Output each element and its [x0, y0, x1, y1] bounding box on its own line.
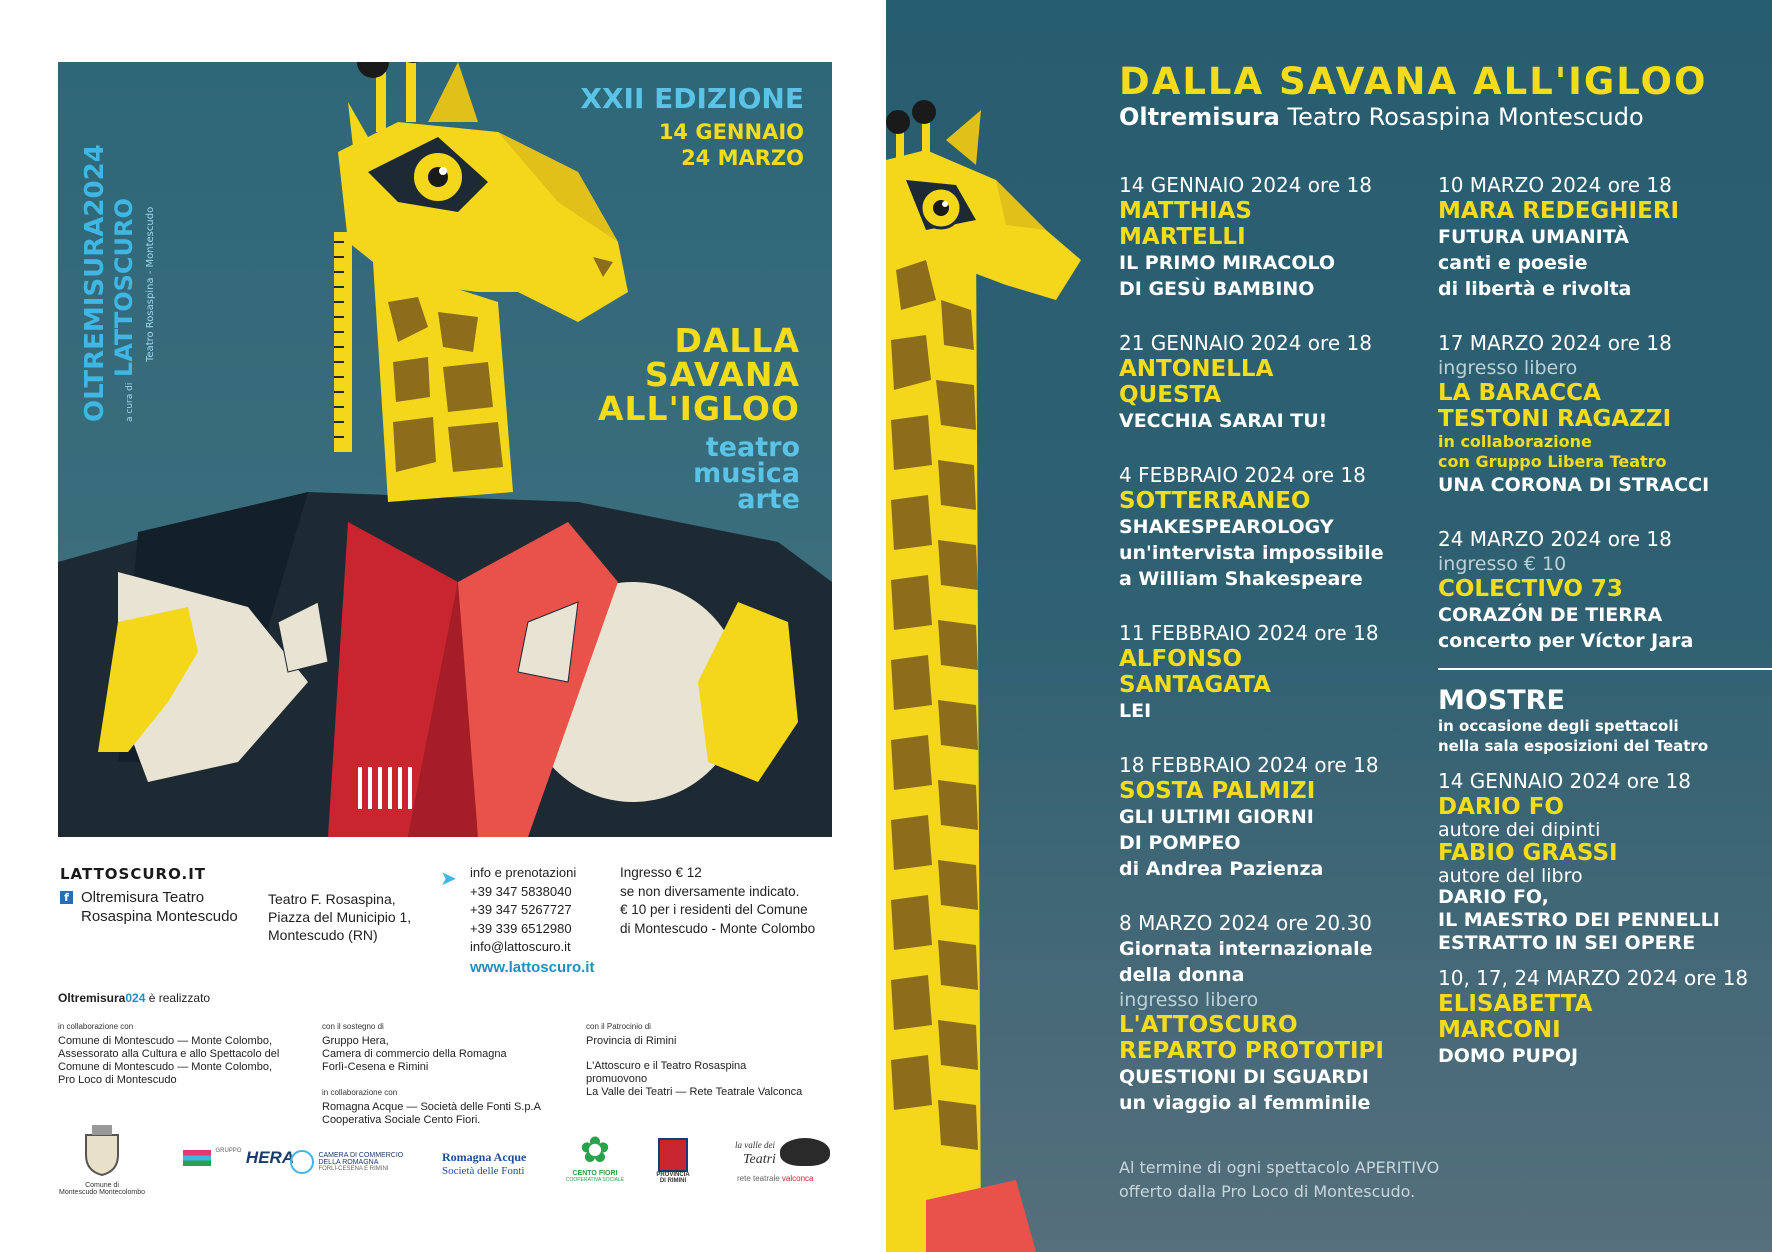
event-work: a William Shakespeare: [1119, 568, 1363, 590]
provincia-line-2: DI RIMINI: [659, 1178, 687, 1184]
support-label: con il sostegno di: [322, 1022, 384, 1031]
mostre-book: IL MAESTRO DEI PENNELLI: [1438, 909, 1720, 931]
collab-line-1: Comune di Montescudo — Monte Colombo,: [58, 1035, 272, 1047]
price-line-2: se non diversamente indicato.: [620, 883, 800, 899]
collab-credits: [58, 1020, 279, 1087]
event-questa: [1119, 330, 1419, 434]
event-santagata: [1119, 620, 1419, 724]
realized-year: 024: [125, 991, 146, 1005]
camera-line-1: CAMERA DI COMMERCIO: [318, 1152, 404, 1159]
phone-3[interactable]: +39 339 6512980: [470, 920, 572, 936]
address-line-2: Piazza del Municipio 1,: [268, 909, 412, 925]
poster-artwork: [58, 62, 832, 837]
mostre-book: DARIO FO,: [1438, 886, 1549, 908]
right-page: [886, 0, 1772, 1252]
promo-line-3: La Valle dei Teatri — Rete Teatrale Valconca: [586, 1086, 803, 1098]
vertical-org: [110, 198, 138, 422]
event-work: CORAZÓN DE TIERRA: [1438, 604, 1663, 626]
event-note: ingresso libero: [1119, 989, 1259, 1011]
event-artist: REPARTO PROTOTIPI: [1119, 1038, 1384, 1064]
event-artist: L'ATTOSCURO: [1119, 1012, 1298, 1038]
promo-line-2: promuovono: [586, 1073, 648, 1085]
price-line-3: € 10 per i residenti del Comune: [620, 902, 808, 917]
address-line-3: Montescudo (RN): [268, 927, 378, 943]
event-date: 11 FEBBRAIO 2024 ore 18: [1119, 621, 1379, 645]
valle-line-1: la valle dei: [735, 1140, 775, 1150]
event-work: DI POMPEO: [1119, 832, 1241, 854]
event-lattoscuro: [1119, 910, 1419, 1116]
hera-wave-icon: [183, 1150, 211, 1166]
poster-title-1: DALLA: [674, 321, 800, 360]
price-line-4: di Montescudo - Monte Colombo: [620, 920, 816, 936]
vertical-festival-title: [80, 144, 110, 422]
date-end: 24 MARZO: [681, 146, 804, 170]
event-note: ingresso € 10: [1438, 553, 1567, 575]
coat-of-arms-icon: [82, 1125, 122, 1177]
romagna-acque-line-2: Società delle Fonti: [442, 1165, 525, 1177]
poster-title-3: ALL'IGLOO: [597, 389, 800, 428]
hera-text: HERA: [245, 1148, 295, 1167]
facebook-line-1: Oltremisura Teatro: [81, 889, 205, 906]
valle-line-4: valconca: [781, 1174, 814, 1183]
mostre-date: 10, 17, 24 MARZO 2024 ore 18: [1438, 966, 1749, 990]
event-artist: MATTHIAS: [1119, 198, 1252, 224]
phone-1[interactable]: +39 347 5838040: [470, 883, 572, 899]
event-work: IL PRIMO MIRACOLO: [1119, 252, 1336, 274]
poster-title-2: SAVANA: [644, 355, 800, 394]
support-credits: [322, 1020, 541, 1127]
event-work: SHAKESPEAROLOGY: [1119, 516, 1334, 538]
romagna-acque-logo: [442, 1150, 526, 1177]
event-work: FUTURA UMANITÀ: [1438, 226, 1629, 248]
event-collab: in collaborazione: [1438, 432, 1592, 451]
giraffe-side-illustration: [886, 0, 1106, 1252]
email-link[interactable]: info@lattoscuro.it: [470, 939, 571, 954]
vertical-by: a cura di: [125, 382, 135, 422]
event-pre-work: Giornata internazionale: [1119, 938, 1373, 960]
vertical-venue: [138, 207, 157, 362]
event-artist: ALFONSO: [1119, 646, 1243, 672]
event-artist: SANTAGATA: [1119, 672, 1271, 698]
poster-sub-3: arte: [737, 484, 800, 515]
event-work: LEI: [1119, 700, 1152, 722]
event-work: UNA CORONA DI STRACCI: [1438, 474, 1710, 496]
cento-fiori-logo: [565, 1130, 625, 1183]
event-collab: con Gruppo Libera Teatro: [1438, 452, 1667, 471]
cento-fiori-icon: ✿: [579, 1129, 611, 1170]
event-artist: TESTONI RAGAZZI: [1438, 406, 1672, 432]
event-work: di Andrea Pazienza: [1119, 858, 1324, 880]
realized-brand: Oltremisura: [58, 991, 126, 1005]
mostre-section: [1438, 686, 1758, 1069]
event-colectivo: [1438, 526, 1758, 654]
provincia-logo: [650, 1138, 696, 1184]
facebook-line-2: Rosaspina Montescudo: [81, 908, 238, 925]
vertical-org-name: LATTOSCURO: [110, 198, 138, 378]
mostre-note: in occasione degli spettacoli: [1438, 717, 1679, 735]
program-title: DALLA SAVANA ALL'IGLOO: [1119, 60, 1708, 103]
vertical-venue-text: Teatro Rosaspina - Montescudo: [145, 206, 156, 362]
collab-label: in collaborazione con: [58, 1022, 134, 1031]
event-artist: MARTELLI: [1119, 224, 1246, 250]
event-sosta-palmizi: [1119, 752, 1419, 882]
event-work: DI GESÙ BAMBINO: [1119, 278, 1315, 300]
poster-sub-1: teatro: [705, 432, 800, 463]
event-redeghieri: [1438, 172, 1758, 302]
event-artist: SOSTA PALMIZI: [1119, 778, 1316, 804]
support-line-3: Forlì-Cesena e Rimini: [322, 1061, 429, 1073]
date-start: 14 GENNAIO: [658, 120, 804, 144]
event-date: 14 GENNAIO 2024 ore 18: [1119, 173, 1372, 197]
mostre-date: 14 GENNAIO 2024 ore 18: [1438, 769, 1691, 793]
valle-line-2: Teatri: [743, 1152, 776, 1167]
event-work: di libertà e rivolta: [1438, 278, 1632, 300]
mostre-divider: [1438, 668, 1772, 670]
cento-fiori-line-2: COOPERATIVA SOCIALE: [565, 1177, 625, 1183]
event-work: GLI ULTIMI GIORNI: [1119, 806, 1314, 828]
vertical-title-b: 2024: [80, 144, 110, 217]
website-link[interactable]: www.lattoscuro.it: [470, 958, 595, 976]
realized-text: è realizzato: [145, 991, 211, 1005]
mostre-note: nella sala esposizioni del Teatro: [1438, 737, 1709, 755]
patron-line-1: Provincia di Rimini: [586, 1035, 677, 1047]
support-line-1: Gruppo Hera,: [322, 1035, 389, 1047]
mostre-artist: MARCONI: [1438, 1017, 1561, 1043]
phone-2[interactable]: +39 347 5267727: [470, 902, 572, 917]
event-date: 8 MARZO 2024 ore 20.30: [1119, 911, 1372, 935]
event-work: concerto per Víctor Jara: [1438, 630, 1694, 652]
collab-line-3: Comune di Montescudo — Monte Colombo,: [58, 1061, 272, 1073]
events-column-left: [1119, 172, 1419, 1116]
event-artist: ANTONELLA: [1119, 356, 1274, 382]
event-date: 10 MARZO 2024 ore 18: [1438, 173, 1672, 197]
mostre-artist: FABIO GRASSI: [1438, 840, 1618, 866]
mostre-heading: MOSTRE: [1438, 685, 1565, 716]
event-artist: COLECTIVO 73: [1438, 576, 1623, 602]
price-line-1: Ingresso € 12: [620, 865, 702, 880]
event-sotterraneo: [1119, 462, 1419, 592]
event-work: VECCHIA SARAI TU!: [1119, 410, 1328, 432]
event-work: QUESTIONI DI SGUARDI: [1119, 1066, 1369, 1088]
event-date: 4 FEBBRAIO 2024 ore 18: [1119, 463, 1366, 487]
patron-label: con il Patrocinio di: [586, 1022, 651, 1031]
camera-flower-icon: [290, 1150, 314, 1174]
mostre-work: DOMO PUPOJ: [1438, 1045, 1579, 1067]
provincia-emblem-icon: [658, 1138, 688, 1172]
event-date: 18 FEBBRAIO 2024 ore 18: [1119, 753, 1379, 777]
event-work: un viaggio al femminile: [1119, 1092, 1371, 1114]
facebook-icon[interactable]: f: [60, 891, 73, 904]
event-note: ingresso libero: [1438, 357, 1578, 379]
valle-leaf-icon: [780, 1138, 830, 1166]
comune-logo-line-2: Montescudo Montecolombo: [59, 1189, 145, 1196]
collab2-line-2: Cooperativa Sociale Cento Fiori.: [322, 1114, 481, 1126]
arrow-icon: ➤: [440, 866, 457, 890]
collab2-label: in collaborazione con: [322, 1088, 398, 1097]
event-date: 24 MARZO 2024 ore 18: [1438, 527, 1672, 551]
mostre-artist: DARIO FO: [1438, 794, 1564, 820]
mostre-artist: ELISABETTA: [1438, 991, 1593, 1017]
event-work: canti e poesie: [1438, 252, 1588, 274]
provincia-line-1: PROVINCIA: [656, 1172, 690, 1178]
hera-small: GRUPPO: [215, 1148, 242, 1154]
camera-line-3: FORLÌ-CESENA E RIMINI: [318, 1166, 389, 1172]
vertical-title-a: OLTREMISURA: [80, 216, 110, 422]
comune-logo-line-1: Comune di: [85, 1182, 119, 1189]
address-line-1: Teatro F. Rosaspina,: [268, 891, 396, 907]
realized-line: [58, 992, 210, 1005]
program-sub-rest: Teatro Rosaspina Montescudo: [1279, 103, 1644, 131]
romagna-acque-line-1: Romagna Acque: [442, 1150, 527, 1164]
program-sub-bold: Oltremisura: [1119, 103, 1280, 131]
collab2-line-1: Romagna Acque — Società delle Fonti S.p.A: [322, 1101, 541, 1113]
comune-logo: [52, 1125, 152, 1196]
event-martelli: [1119, 172, 1419, 302]
collab-line-4: Pro Loco di Montescudo: [58, 1074, 177, 1086]
program-subtitle: [1119, 103, 1644, 131]
facebook-name: [81, 888, 238, 926]
event-artist: SOTTERRANEO: [1119, 488, 1311, 514]
event-work: un'intervista impossibile: [1119, 542, 1384, 564]
address: [268, 890, 411, 944]
cento-fiori-line-1: CENTO FIORI: [572, 1170, 618, 1177]
aperitivo-line-2: offerto dalla Pro Loco di Montescudo.: [1119, 1182, 1416, 1201]
event-baracca: [1438, 330, 1758, 498]
event-date: 17 MARZO 2024 ore 18: [1438, 331, 1672, 355]
aperitivo-line-1: Al termine di ogni spettacolo APERITIVO: [1119, 1158, 1440, 1177]
event-date: 21 GENNAIO 2024 ore 18: [1119, 331, 1372, 355]
info-block: [470, 864, 594, 977]
promo-line-1: L'Attoscuro e il Teatro Rosaspina: [586, 1060, 747, 1072]
camera-logo: [290, 1150, 403, 1174]
mostre-artist-note: autore dei dipinti: [1438, 819, 1601, 841]
aperitivo-note: [1119, 1156, 1439, 1204]
mostre-book: ESTRATTO IN SEI OPERE: [1438, 932, 1696, 954]
event-pre-work: della donna: [1119, 964, 1245, 986]
mostre-artist-note: autore del libro: [1438, 865, 1583, 887]
support-line-2: Camera di commercio della Romagna: [322, 1048, 507, 1060]
event-artist: QUESTA: [1119, 382, 1222, 408]
event-artist: LA BARACCA: [1438, 380, 1601, 406]
events-column-right: [1438, 172, 1758, 1069]
collab-line-2: Assessorato alla Cultura e allo Spettacolo del: [58, 1048, 280, 1060]
valle-line-3: rete teatrale: [737, 1174, 782, 1183]
event-artist: MARA REDEGHIERI: [1438, 198, 1680, 224]
site-logo[interactable]: LATTOSCURO.IT: [60, 865, 207, 883]
patron-credits: [586, 1020, 802, 1099]
hera-logo: [183, 1148, 294, 1168]
camera-line-2: DELLA ROMAGNA: [318, 1159, 379, 1166]
poster-sub-2: musica: [693, 458, 800, 489]
edition: XXII EDIZIONE: [580, 82, 804, 115]
info-line-1: info e prenotazioni: [470, 865, 577, 880]
price-block: [620, 864, 815, 938]
